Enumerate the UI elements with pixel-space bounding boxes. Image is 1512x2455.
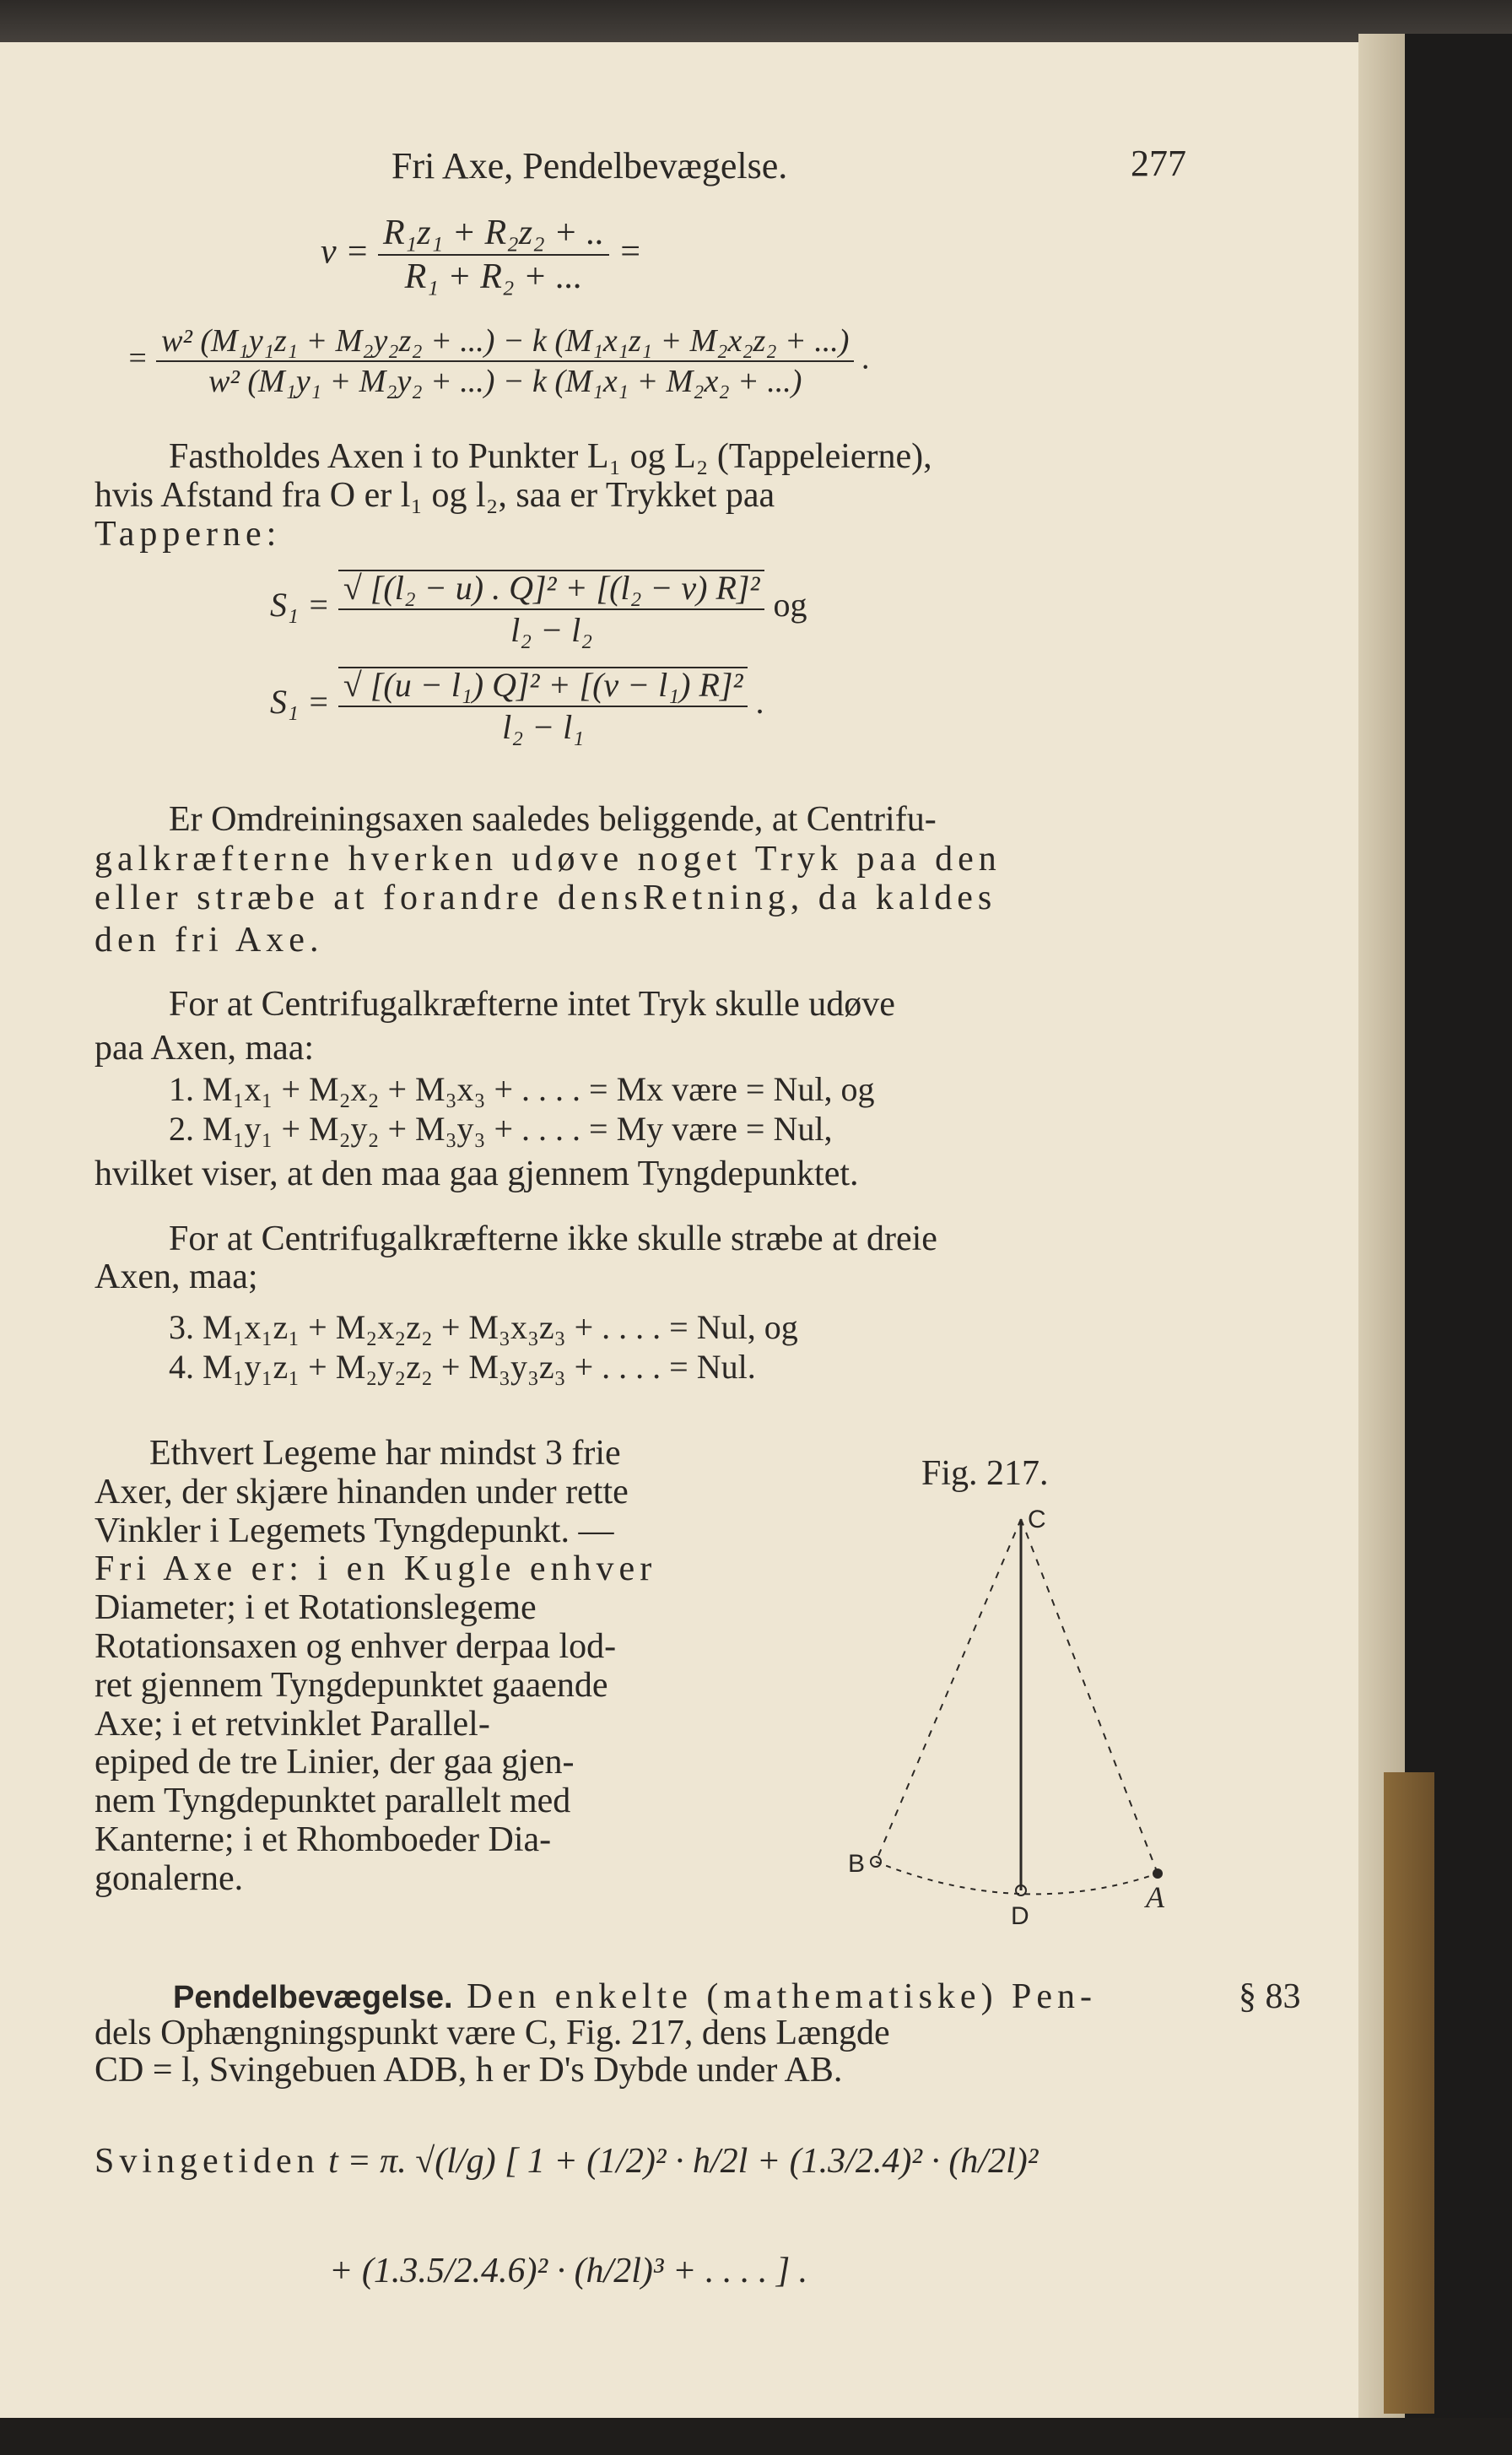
bob-a [1153,1868,1163,1879]
section-line-2: dels Ophængningspunkt være C, Fig. 217, dens Længde [94,2014,890,2052]
equation-big [127,325,870,397]
condition-3: 3. M₁x₁z₁ + M₂x₂z₂ + M₃x₃z₃ + . . . . = Nul, og [169,1308,798,1346]
eq-end: og [773,586,807,625]
condition-4: 4. M₁y₁z₁ + M₂y₂z₂ + M₃y₃z₃ + . . . . = Nul. [169,1348,756,1386]
para2-line: galkræfterne hverken udøve noget Tryk paa den [94,840,1002,879]
formula-lhs: t = π. [328,2142,407,2181]
eq-end: . [756,683,765,722]
period-formula-line-1 [94,2144,1038,2179]
period-formula-line-2: + (1.3.5/2.4.6)² · (h/2l)³ + . . . . ] . [329,2252,808,2290]
condition-1: 1. M₁x₁ + M₂x₂ + M₃x₃ + . . . . = Mx være = Nul, og [169,1070,875,1108]
para6-line: Fri Axe er: i en Kugle enhver [94,1549,657,1589]
para6-line: Diameter; i et Rotationslegeme [94,1588,537,1628]
para6-line: Kanterne; i et Rhomboeder Dia- [94,1820,552,1859]
formula-label: Svingetiden [94,2142,320,2181]
numerator: R₁z₁ + R₂z₂ + .. [378,215,609,256]
section-text: Den enkelte (mathematiske) Pen- [452,1977,1098,2016]
para5-line: For at Centrifugalkræfterne ikke skulle stræbe at dreie [169,1219,937,1258]
denominator: l₂ − l₁ [502,708,585,746]
para2-line: eller stræbe at forandre densRetning, da kaldes [94,879,997,917]
para2-line: Er Omdreiningsaxen saaledes beliggende, at Centrifu- [169,800,937,839]
eq-lhs: v = [321,232,370,272]
para5-line: Axen, maa; [94,1257,258,1296]
eq-lhs: S₁ = [270,586,330,625]
book-cover-worn [1384,1772,1434,2414]
para6-line: Axe; i et retvinklet Parallel- [94,1704,490,1744]
equation-v [321,215,642,295]
para1-line: hvis Afstand fra O er l₁ og l₂, saa er Trykket paa [94,476,775,515]
section-heading: Pendelbevægelse. [173,1980,453,2015]
pendulum-figure [844,1494,1198,1933]
pendulum-position-b [876,1519,1021,1862]
denominator: R₁ + R₂ + ... [404,257,583,296]
denominator: w² (M₁y₁ + M₂y₂ + ...) − k (M₁x₁ + M₂x₂ + ...) [208,364,802,399]
para1-line: Fastholdes Axen i to Punkter L₁ og L₂ (Tappeleierne), [169,437,932,476]
eq-lhs: = [127,340,148,376]
label-a: A [1146,1880,1164,1914]
para6-line: Axer, der skjære hinanden under rette [94,1472,629,1511]
para6-line: gonalerne. [94,1858,244,1898]
para4: hvilket viser, at den maa gaa gjennem Tyngdepunktet. [94,1154,859,1193]
para6-line: nem Tyngdepunktet parallelt med [94,1782,571,1821]
figure-caption: Fig. 217. [921,1454,1049,1493]
para6-line: epiped de tre Linier, der gaa gjen- [94,1743,575,1782]
numerator: √ [(l₂ − u) . Q]² + [(l₂ − v) R]² [338,570,765,610]
para6-line: Vinkler i Legemets Tyngdepunkt. — [94,1511,614,1550]
numerator: √ [(u − l₁) Q]² + [(v − l₁) R]² [338,667,748,707]
eq-end: . [861,340,871,376]
label-c: C [1028,1506,1046,1533]
formula-series: √(l/g) [ 1 + (1/2)² · h/2l + (1.3/2.4)² · (h/2l)² [415,2142,1039,2181]
denominator: l₂ − l₂ [510,611,593,649]
para1-line: Tapperne: [94,515,282,554]
pendulum-position-a [1021,1519,1158,1874]
equation-s1b [270,667,764,744]
section-marker: § 83 [1239,1977,1301,2016]
para6-line: Ethvert Legeme har mindst 3 frie [149,1434,621,1473]
condition-2: 2. M₁y₁ + M₂y₂ + M₃y₃ + . . . . = My være = Nul, [169,1110,833,1148]
equation-s1a [270,570,807,647]
para3-line: paa Axen, maa: [94,1029,315,1068]
section-line-1 [173,1979,1097,2014]
eq-lhs: S₁ = [270,683,330,722]
section-line-3: CD = l, Svingebuen ADB, h er D's Dybde under AB. [94,2051,843,2090]
para6-line: Rotationsaxen og enhver derpaa lod- [94,1626,617,1666]
numerator: w² (M₁y₁z₁ + M₂y₂z₂ + ...) − k (M₁x₁z₁ + M₂x₂z₂ + ...) [156,325,854,362]
label-b: B [848,1850,866,1878]
para3-line: For at Centrifugalkræfterne intet Tryk skulle udøve [169,985,895,1024]
para2-line: den fri Axe. [94,921,324,960]
para6-line: ret gjennem Tyngdepunktet gaaende [94,1665,608,1705]
running-header: Fri Axe, Pendelbevægelse. [392,145,788,187]
eq-rhs: = [618,232,642,272]
scan-bottom-edge [0,2418,1512,2455]
free-axis-paragraph [94,1435,795,1899]
page-number: 277 [1131,143,1186,184]
label-d: D [1011,1902,1029,1930]
